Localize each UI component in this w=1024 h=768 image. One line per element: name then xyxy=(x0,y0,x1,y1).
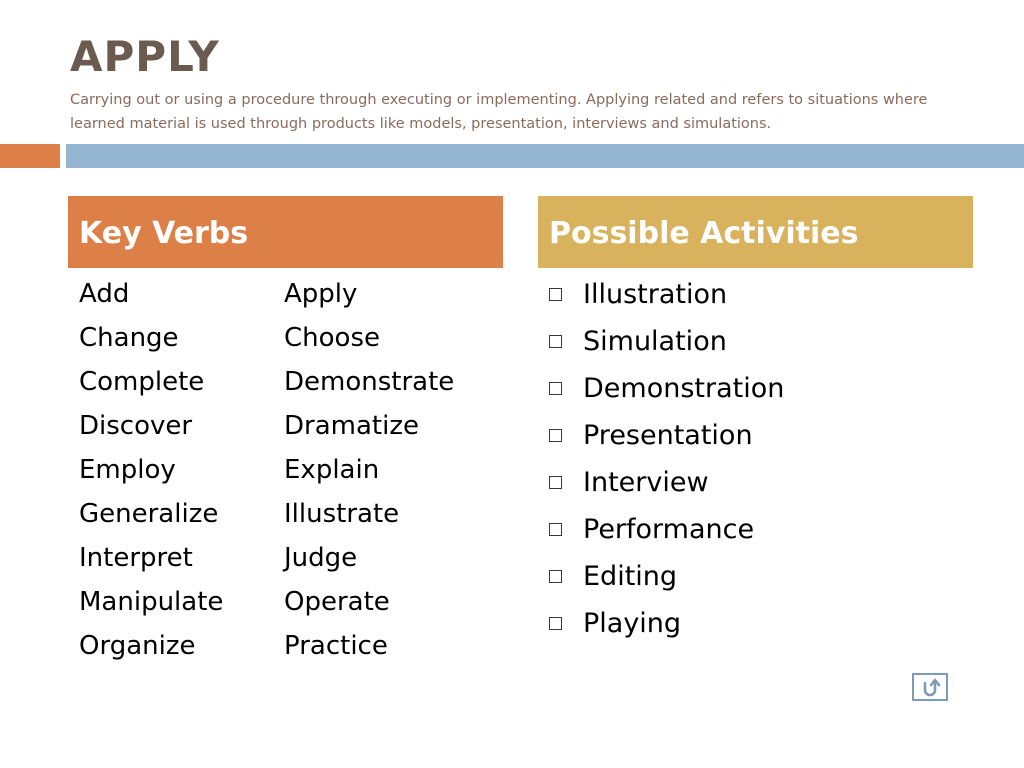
verb-item: Illustrate xyxy=(284,499,400,529)
verb-item: Discover xyxy=(79,411,193,441)
activity-label: Simulation xyxy=(583,326,727,357)
checkbox-bullet-icon xyxy=(549,288,562,301)
activity-item xyxy=(549,365,784,412)
verb-item: Employ xyxy=(79,455,176,485)
activity-item xyxy=(549,412,784,459)
activity-label: Demonstration xyxy=(583,373,785,404)
possible-activities-header: Possible Activities xyxy=(538,196,973,268)
activity-item xyxy=(549,506,784,553)
checkbox-bullet-icon xyxy=(549,335,562,348)
verb-item: Organize xyxy=(79,631,196,661)
verb-item: Choose xyxy=(284,323,380,353)
verb-item: Dramatize xyxy=(284,411,419,441)
activity-item xyxy=(549,271,784,318)
activity-label: Performance xyxy=(583,514,755,545)
decorative-bar-blue xyxy=(66,144,1024,168)
key-verbs-header: Key Verbs xyxy=(68,196,503,268)
activity-item xyxy=(549,318,784,365)
checkbox-bullet-icon xyxy=(549,429,562,442)
activity-label: Playing xyxy=(583,608,682,639)
verb-item: Operate xyxy=(284,587,390,617)
key-verbs-column-1 xyxy=(79,272,223,668)
verb-item: Change xyxy=(79,323,179,353)
checkbox-bullet-icon xyxy=(549,570,562,583)
activity-label: Interview xyxy=(583,467,709,498)
verb-item: Practice xyxy=(284,631,388,661)
verb-item: Complete xyxy=(79,367,205,397)
decorative-bar-orange xyxy=(0,144,60,168)
activity-item xyxy=(549,459,784,506)
return-button[interactable] xyxy=(912,673,948,701)
checkbox-bullet-icon xyxy=(549,617,562,630)
verb-item: Judge xyxy=(284,543,358,573)
activity-label: Presentation xyxy=(583,420,753,451)
verb-item: Demonstrate xyxy=(284,367,455,397)
checkbox-bullet-icon xyxy=(549,523,562,536)
activity-item xyxy=(549,600,784,647)
checkbox-bullet-icon xyxy=(549,476,562,489)
verb-item: Interpret xyxy=(79,543,193,573)
verb-item: Add xyxy=(79,279,130,309)
key-verbs-column-2 xyxy=(284,272,454,668)
slide-description: Carrying out or using a procedure through executing or implementing. Applying related and refers to situations where learned material is used through products like models, presentation, interviews and simulations. xyxy=(70,92,928,132)
slide-title: APPLY xyxy=(70,32,220,81)
activity-item xyxy=(549,553,784,600)
verb-item: Manipulate xyxy=(79,587,224,617)
verb-item: Generalize xyxy=(79,499,219,529)
checkbox-bullet-icon xyxy=(549,382,562,395)
activity-label: Illustration xyxy=(583,279,728,310)
verb-item: Explain xyxy=(284,455,380,485)
verb-item: Apply xyxy=(284,279,358,309)
u-turn-return-icon xyxy=(918,677,942,697)
activities-list xyxy=(549,271,784,647)
activity-label: Editing xyxy=(583,561,678,592)
